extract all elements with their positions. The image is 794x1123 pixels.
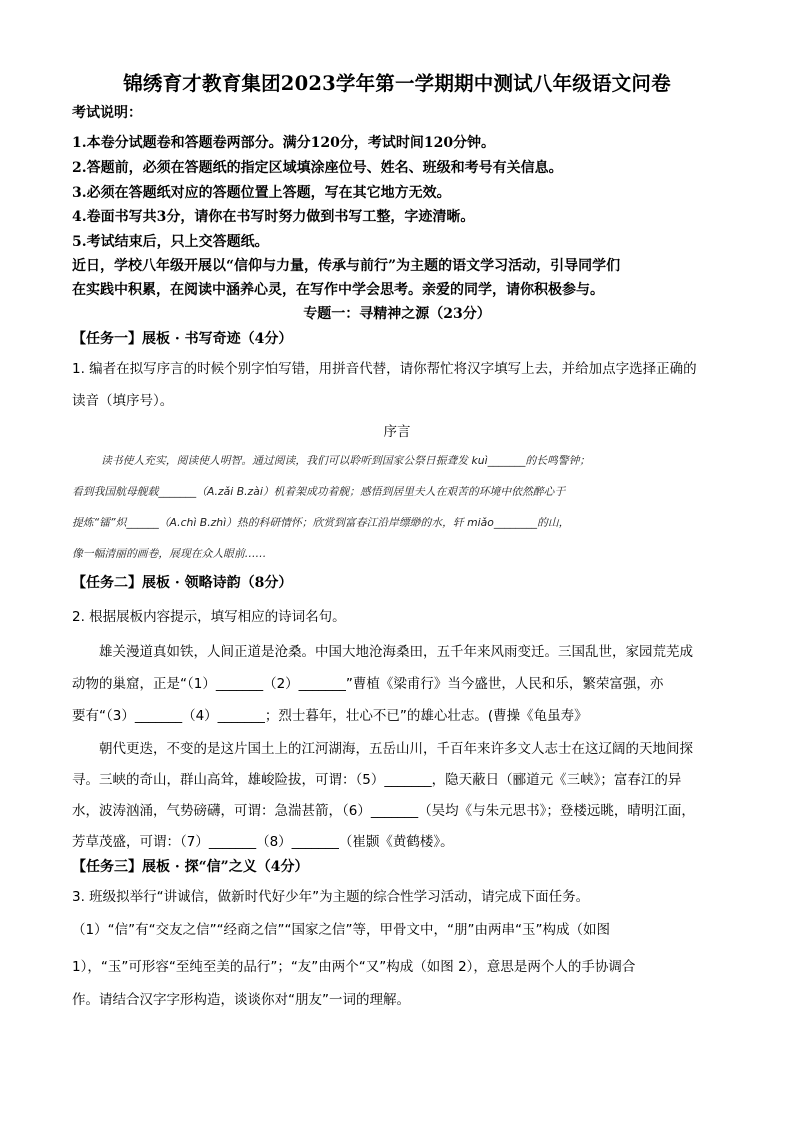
preface-line: 提炼“镭”炽______（A.chì B.zhì）热的科研情怀；欣赏到富春江沿岸缥缈的水，轩 miǎo________的山，	[72, 516, 570, 529]
intro-line: 在实践中积累，在阅读中涵养心灵，在写作中学会思考。亲爱的同学，请你积极参与。	[72, 282, 604, 298]
preface-line: 看到我国航母舰载_______（A.zǎi B.zài）机着架成功着舰；感悟到居里夫人在艰苦的环境中依然醉心于	[72, 485, 566, 498]
question-1-text: 1. 编者在拟写序言的时候个别字怕写错，用拼音代替，请你帮忙将汉字填写上去，并给加点字选择正确的	[72, 361, 697, 377]
page-title: 锦绣育才教育集团2023学年第一学期期中测试八年级语文问卷	[123, 72, 671, 95]
question-3-sub-line: 作。请结合汉字字形构造，谈谈你对“朋友”一词的理解。	[72, 992, 410, 1008]
instruction-item: 3.必须在答题纸对应的答题位置上答题，写在其它地方无效。	[72, 185, 451, 201]
task1-heading: 【任务一】展板 · 书写奇迹（4分）	[72, 331, 293, 347]
instruction-item: 1.本卷分试题卷和答题卷两部分。满分120分，考试时间120分钟。	[72, 135, 496, 151]
instruction-item: 4.卷面书写共3分，请你在书写时努力做到书写工整，字迹清晰。	[72, 209, 475, 225]
question-3-text: 3. 班级拟举行“讲诚信，做新时代好少年”为主题的综合性学习活动，请完成下面任务。	[72, 889, 590, 905]
passage-line: 要有“（3）_______（4）_______；烈士暮年，壮心不已”的雄心壮志。(曹操《龟虽寿》	[72, 708, 588, 724]
passage-line: 朝代更迭，不变的是这片国土上的江河湖海，五岳山川，千百年来许多文人志士在这辽阔的天地间探	[99, 741, 693, 757]
preface-line: 读书使人充实，阅读使人明智。通过阅读，我们可以聆听到国家公祭日振聋发 kuì_______的长鸣警钟；	[101, 454, 591, 467]
task3-heading: 【任务三】展板 · 探“信”之义（4分）	[72, 859, 309, 875]
instruction-item: 2.答题前，必须在答题纸的指定区域填涂座位号、姓名、班级和考号有关信息。	[72, 160, 563, 176]
passage-line: 雄关漫道真如铁，人间正道是沧桑。中国大地沧海桑田，五千年来风雨变迁。三国乱世，家园荒芜成	[99, 644, 693, 660]
question-3-sub-line: 1），“玉”可形容“至纯至美的品行”；“友”由两个“又”构成（如图 2），意思是两个人的手协调合	[72, 959, 636, 975]
instructions-heading: 考试说明：	[72, 105, 142, 121]
task2-heading: 【任务二】展板 · 领略诗韵（8分）	[72, 575, 293, 591]
preface-line: 像一幅清丽的画卷，展现在众人眼前……	[72, 547, 267, 560]
topic-heading: 专题一：寻精神之源（23分）	[303, 306, 491, 322]
question-2-text: 2. 根据展板内容提示，填写相应的诗词名句。	[72, 609, 346, 625]
intro-line: 近日，学校八年级开展以“信仰与力量，传承与前行”为主题的语文学习活动，引导同学们	[72, 258, 621, 274]
preface-title: 序言	[383, 424, 411, 440]
passage-line: 芳草茂盛，可谓：（7）_______（8）_______（崔颢《黄鹤楼》。	[72, 834, 454, 850]
question-1-text: 读音（填序号）。	[72, 393, 174, 409]
instruction-item: 5.考试结束后，只上交答题纸。	[72, 234, 269, 250]
passage-line: 寻。三峡的奇山，群山高耸，雄峻险拔，可谓：（5）_______，隐天蔽日（郦道元《三峡》；富春江的异	[72, 772, 682, 788]
passage-line: 动物的巢窟，正是“（1）_______（2）_______”曹植《梁甫行》当今盛世，人民和乐，繁荣富强，亦	[72, 676, 664, 692]
question-3-sub-line: （1）“信”有“交友之信”“经商之信”“国家之信”等，甲骨文中，“朋”由两串“玉”构成（如图	[72, 922, 611, 938]
passage-line: 水，波涛汹涌，气势磅礴，可谓：急湍甚箭，（6）_______（吴均《与朱元思书》；登楼远眺，晴明江面，	[72, 803, 695, 819]
